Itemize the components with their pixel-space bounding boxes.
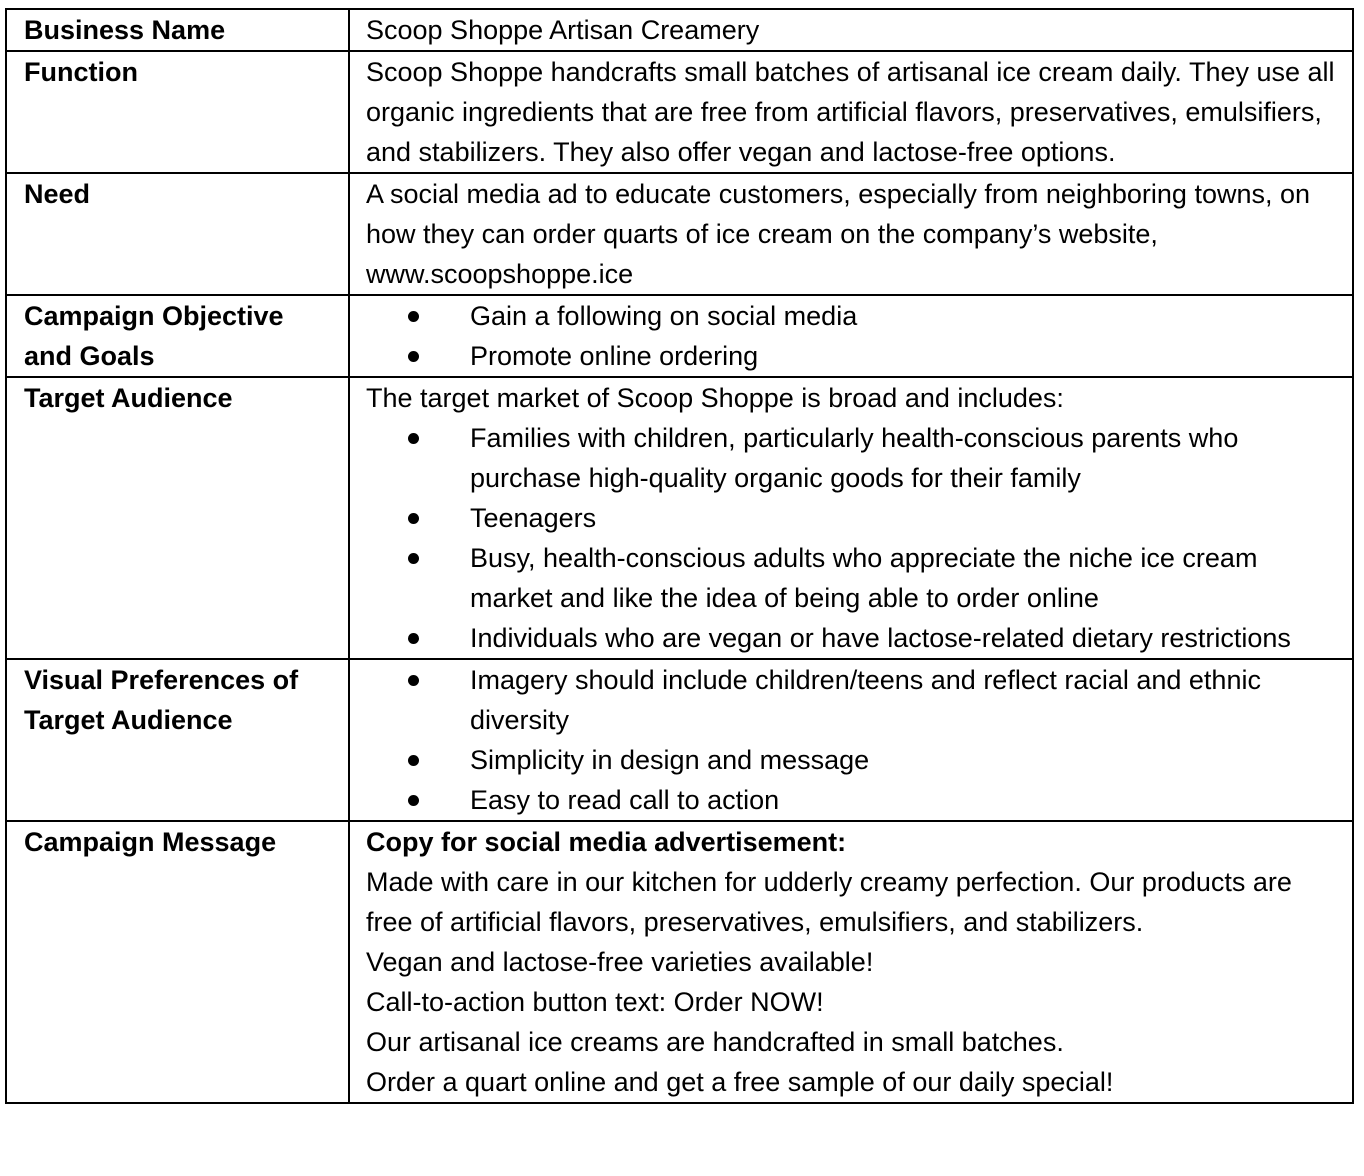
need-value: A social media ad to educate customers, especially from neighboring towns, on how they can order quarts of ice cream on the company’s website, www.scoopshoppe.ice [349,173,1353,295]
campaign-objective-value [349,295,1353,377]
visual-preferences-label: Visual Preferences of Target Audience [6,659,349,821]
list-item: Simplicity in design and message [470,740,1342,780]
row-function [6,51,1353,173]
target-audience-value [349,377,1353,659]
business-name-value: Scoop Shoppe Artisan Creamery [349,9,1353,51]
list-item: Individuals who are vegan or have lactose-related dietary restrictions [470,618,1342,658]
need-label: Need [6,173,349,295]
function-label: Function [6,51,349,173]
visual-preferences-value [349,659,1353,821]
row-need [6,173,1353,295]
target-audience-intro: The target market of Scoop Shoppe is broad and includes: [366,383,1064,413]
ad-copy-line: Order a quart online and get a free sample of our daily special! [366,1067,1114,1097]
creative-brief-table [5,8,1354,1104]
row-business-name [6,9,1353,51]
ad-copy-line: Our artisanal ice creams are handcrafted in small batches. [366,1027,1064,1057]
function-value: Scoop Shoppe handcrafts small batches of artisanal ice cream daily. They use all organic ingredients that are free from artificial flavors, preservatives, emulsifiers, and stabilizers. They also offer vegan and lactose-free options. [349,51,1353,173]
target-audience-list [366,418,1342,658]
visual-preferences-list [366,660,1342,820]
campaign-message-value [349,821,1353,1103]
list-item: Easy to read call to action [470,780,1342,820]
list-item: Families with children, particularly health-conscious parents who purchase high-quality organic goods for their family [470,418,1342,498]
list-item: Teenagers [470,498,1342,538]
objectives-list [366,296,1342,376]
ad-copy-line: Made with care in our kitchen for udderly creamy perfection. Our products are free of artificial flavors, preservatives, emulsifiers, and stabilizers. [366,867,1292,937]
list-item: Promote online ordering [470,336,1342,376]
row-campaign-message [6,821,1353,1103]
ad-copy-line: Vegan and lactose-free varieties available! [366,947,874,977]
campaign-objective-label: Campaign Objective and Goals [6,295,349,377]
ad-copy-heading: Copy for social media advertisement: [366,827,847,857]
list-item: Busy, health-conscious adults who appreciate the niche ice cream market and like the idea of being able to order online [470,538,1342,618]
row-campaign-objective [6,295,1353,377]
row-target-audience [6,377,1353,659]
list-item: Gain a following on social media [470,296,1342,336]
ad-copy-line: Call-to-action button text: Order NOW! [366,987,824,1017]
list-item: Imagery should include children/teens and reflect racial and ethnic diversity [470,660,1342,740]
campaign-message-label: Campaign Message [6,821,349,1103]
row-visual-preferences [6,659,1353,821]
target-audience-label: Target Audience [6,377,349,659]
business-name-label: Business Name [6,9,349,51]
